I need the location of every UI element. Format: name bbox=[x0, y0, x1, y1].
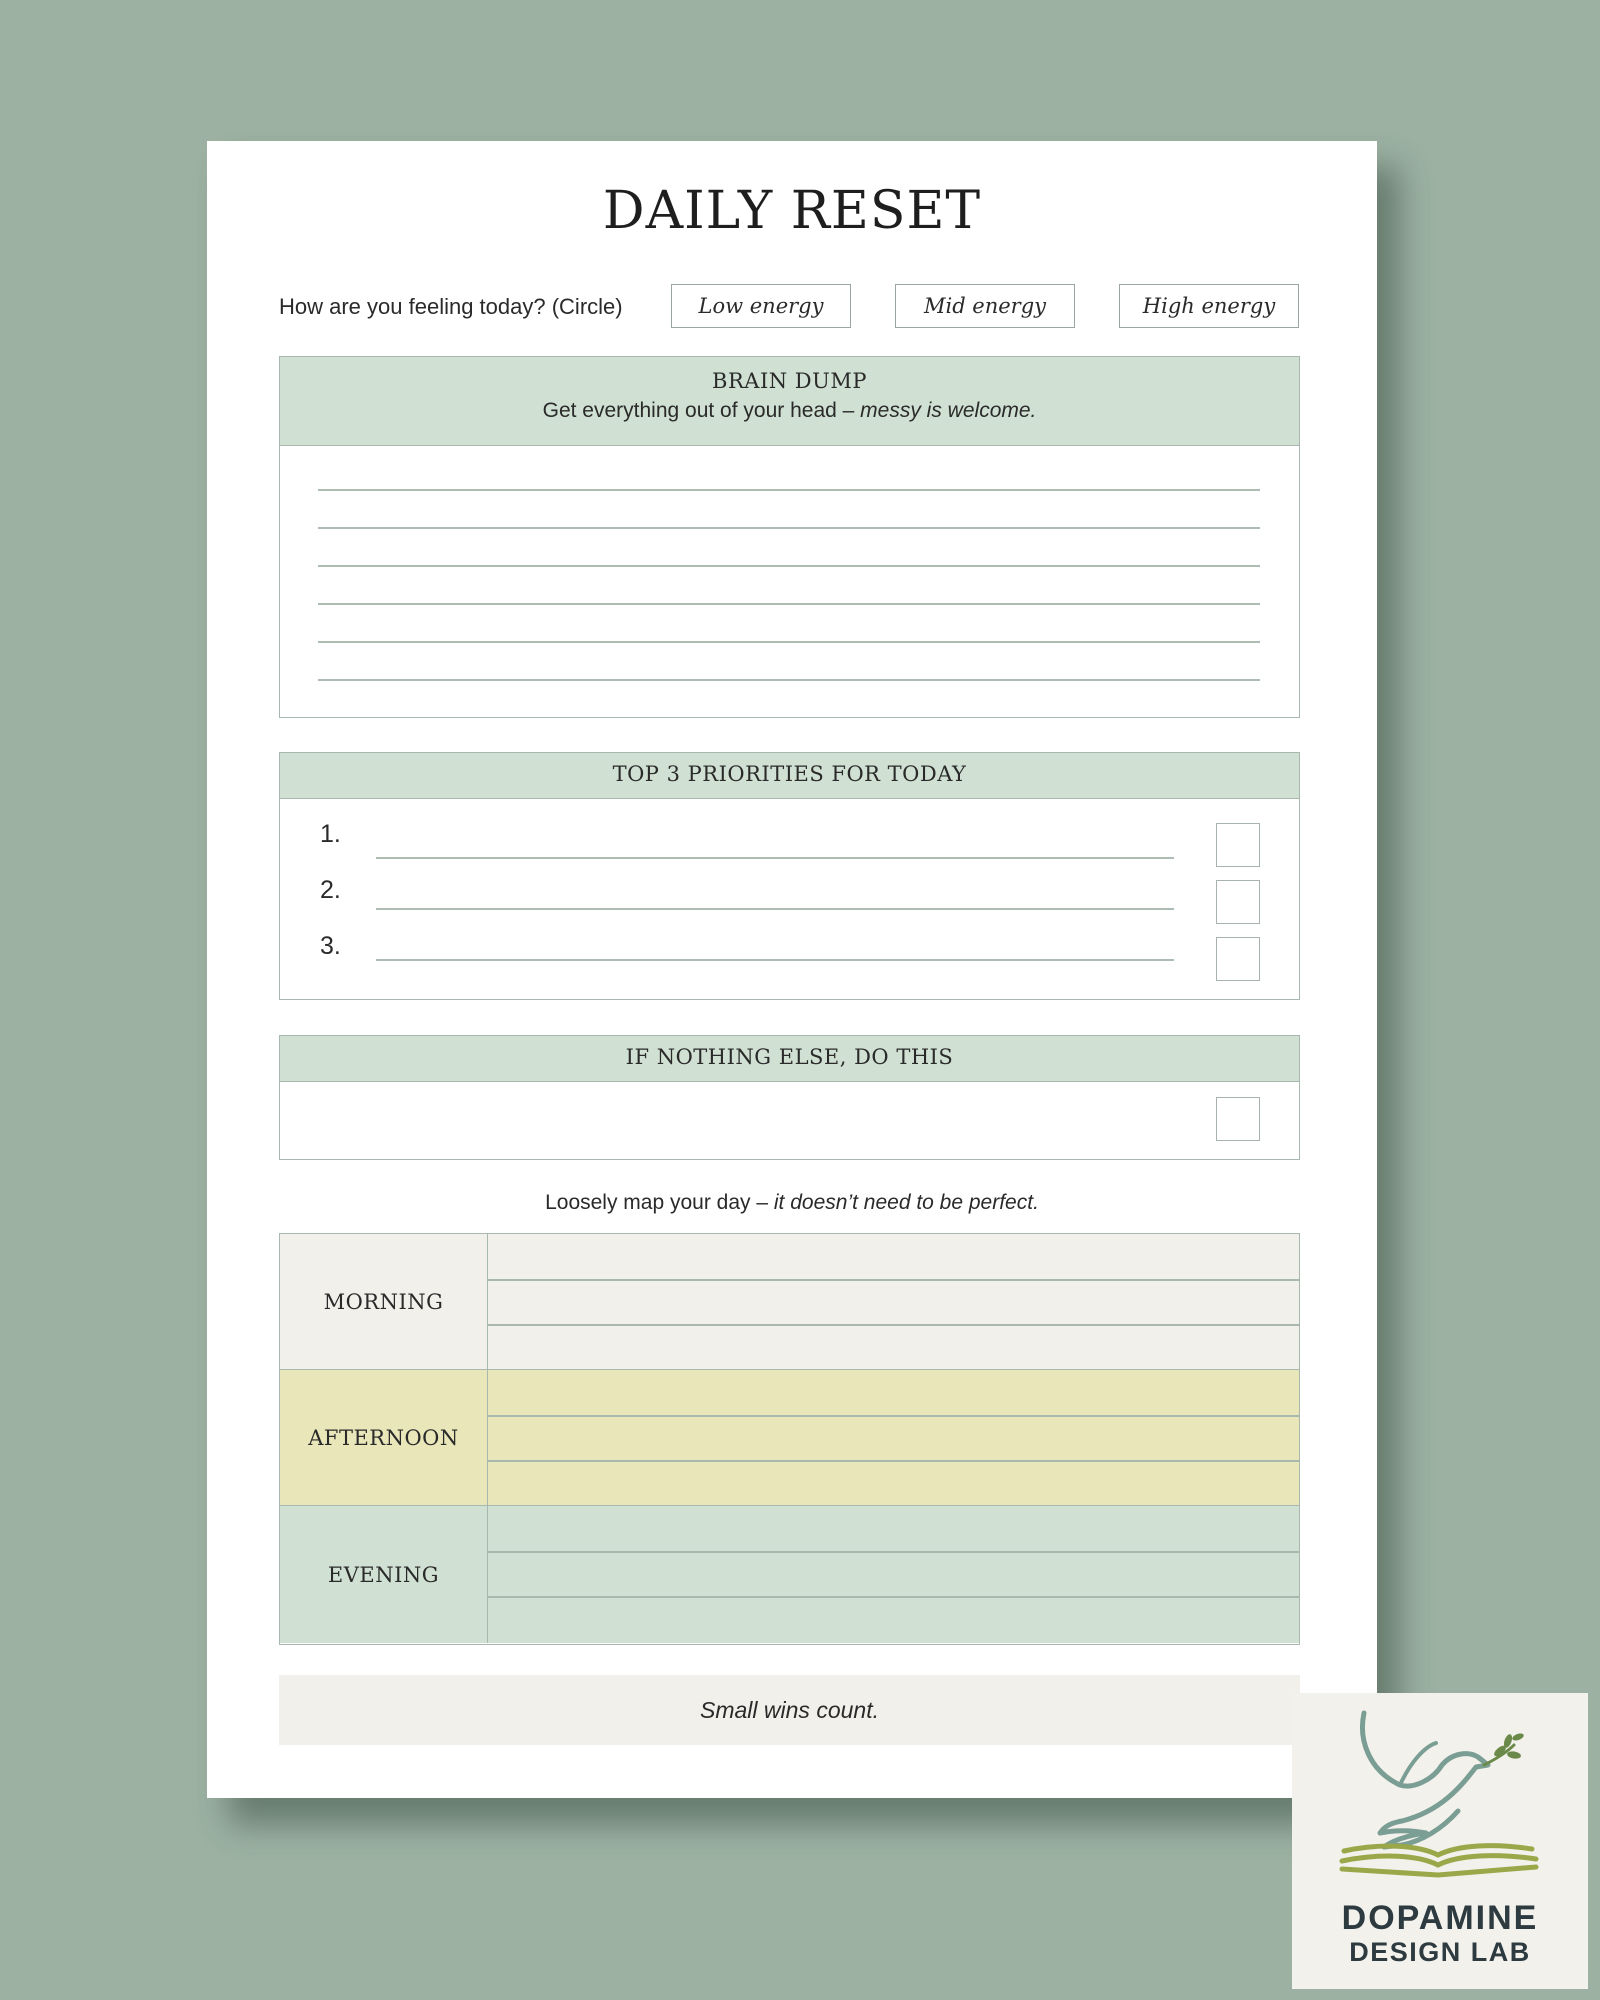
afternoon-label: AFTERNOON bbox=[280, 1370, 488, 1505]
must-do-title: IF NOTHING ELSE, DO THIS bbox=[625, 1045, 954, 1069]
brain-dump-subtitle bbox=[280, 399, 1299, 423]
logo-text-line2: DESIGN LAB bbox=[1349, 1937, 1531, 1967]
evening-block bbox=[280, 1506, 1299, 1643]
footer-banner: Small wins count. bbox=[279, 1675, 1300, 1745]
afternoon-row-divider bbox=[488, 1460, 1299, 1462]
evening-label: EVENING bbox=[280, 1506, 488, 1643]
priority-number-2: 2. bbox=[320, 876, 341, 904]
afternoon-block bbox=[280, 1370, 1299, 1506]
morning-label: MORNING bbox=[280, 1234, 488, 1369]
logo-text-line1: DOPAMINE bbox=[1341, 1899, 1539, 1937]
morning-row-divider bbox=[488, 1279, 1299, 1281]
brain-dump-subtitle-plain: Get everything out of your head – bbox=[542, 399, 861, 422]
evening-row-divider bbox=[488, 1596, 1299, 1598]
day-map-caption-italic: it doesn’t need to be perfect. bbox=[773, 1191, 1039, 1214]
priorities-header bbox=[280, 753, 1299, 799]
mood-option-mid[interactable]: Mid energy bbox=[895, 284, 1075, 328]
writing-line[interactable] bbox=[318, 641, 1260, 643]
afternoon-row-divider bbox=[488, 1415, 1299, 1417]
brain-dump-header bbox=[280, 357, 1299, 446]
mood-option-low[interactable]: Low energy bbox=[671, 284, 851, 328]
evening-row-divider bbox=[488, 1551, 1299, 1553]
writing-line[interactable] bbox=[318, 679, 1260, 681]
dove-book-icon bbox=[1292, 1693, 1588, 1893]
mood-question: How are you feeling today? (Circle) bbox=[279, 294, 623, 319]
brand-logo bbox=[1292, 1693, 1588, 1989]
morning-row-divider bbox=[488, 1324, 1299, 1326]
brain-dump-title: BRAIN DUMP bbox=[712, 369, 867, 393]
priority-checkbox-3[interactable] bbox=[1216, 937, 1260, 981]
priority-number-3: 3. bbox=[320, 932, 341, 960]
priorities-title: TOP 3 PRIORITIES FOR TODAY bbox=[612, 762, 967, 786]
page-title: DAILY RESET bbox=[602, 181, 982, 241]
must-do-section bbox=[279, 1035, 1300, 1160]
mood-option-high[interactable]: High energy bbox=[1119, 284, 1299, 328]
worksheet-page bbox=[207, 141, 1377, 1798]
writing-line[interactable] bbox=[318, 527, 1260, 529]
writing-line[interactable] bbox=[318, 489, 1260, 491]
priority-line-2[interactable] bbox=[376, 908, 1174, 910]
brain-dump-section bbox=[279, 356, 1300, 718]
priority-checkbox-2[interactable] bbox=[1216, 880, 1260, 924]
must-do-checkbox[interactable] bbox=[1216, 1097, 1260, 1141]
mood-row bbox=[279, 284, 1309, 329]
day-map-caption-plain: Loosely map your day – bbox=[545, 1191, 774, 1214]
brain-dump-subtitle-italic: messy is welcome. bbox=[860, 399, 1037, 422]
writing-line[interactable] bbox=[318, 603, 1260, 605]
priorities-section bbox=[279, 752, 1300, 1000]
priority-checkbox-1[interactable] bbox=[1216, 823, 1260, 867]
priority-number-1: 1. bbox=[320, 820, 341, 848]
priority-line-1[interactable] bbox=[376, 857, 1174, 859]
day-map-caption bbox=[207, 1191, 1377, 1215]
writing-line[interactable] bbox=[318, 565, 1260, 567]
priority-line-3[interactable] bbox=[376, 959, 1174, 961]
morning-block bbox=[280, 1234, 1299, 1370]
day-map-table bbox=[279, 1233, 1300, 1645]
must-do-header bbox=[280, 1036, 1299, 1082]
